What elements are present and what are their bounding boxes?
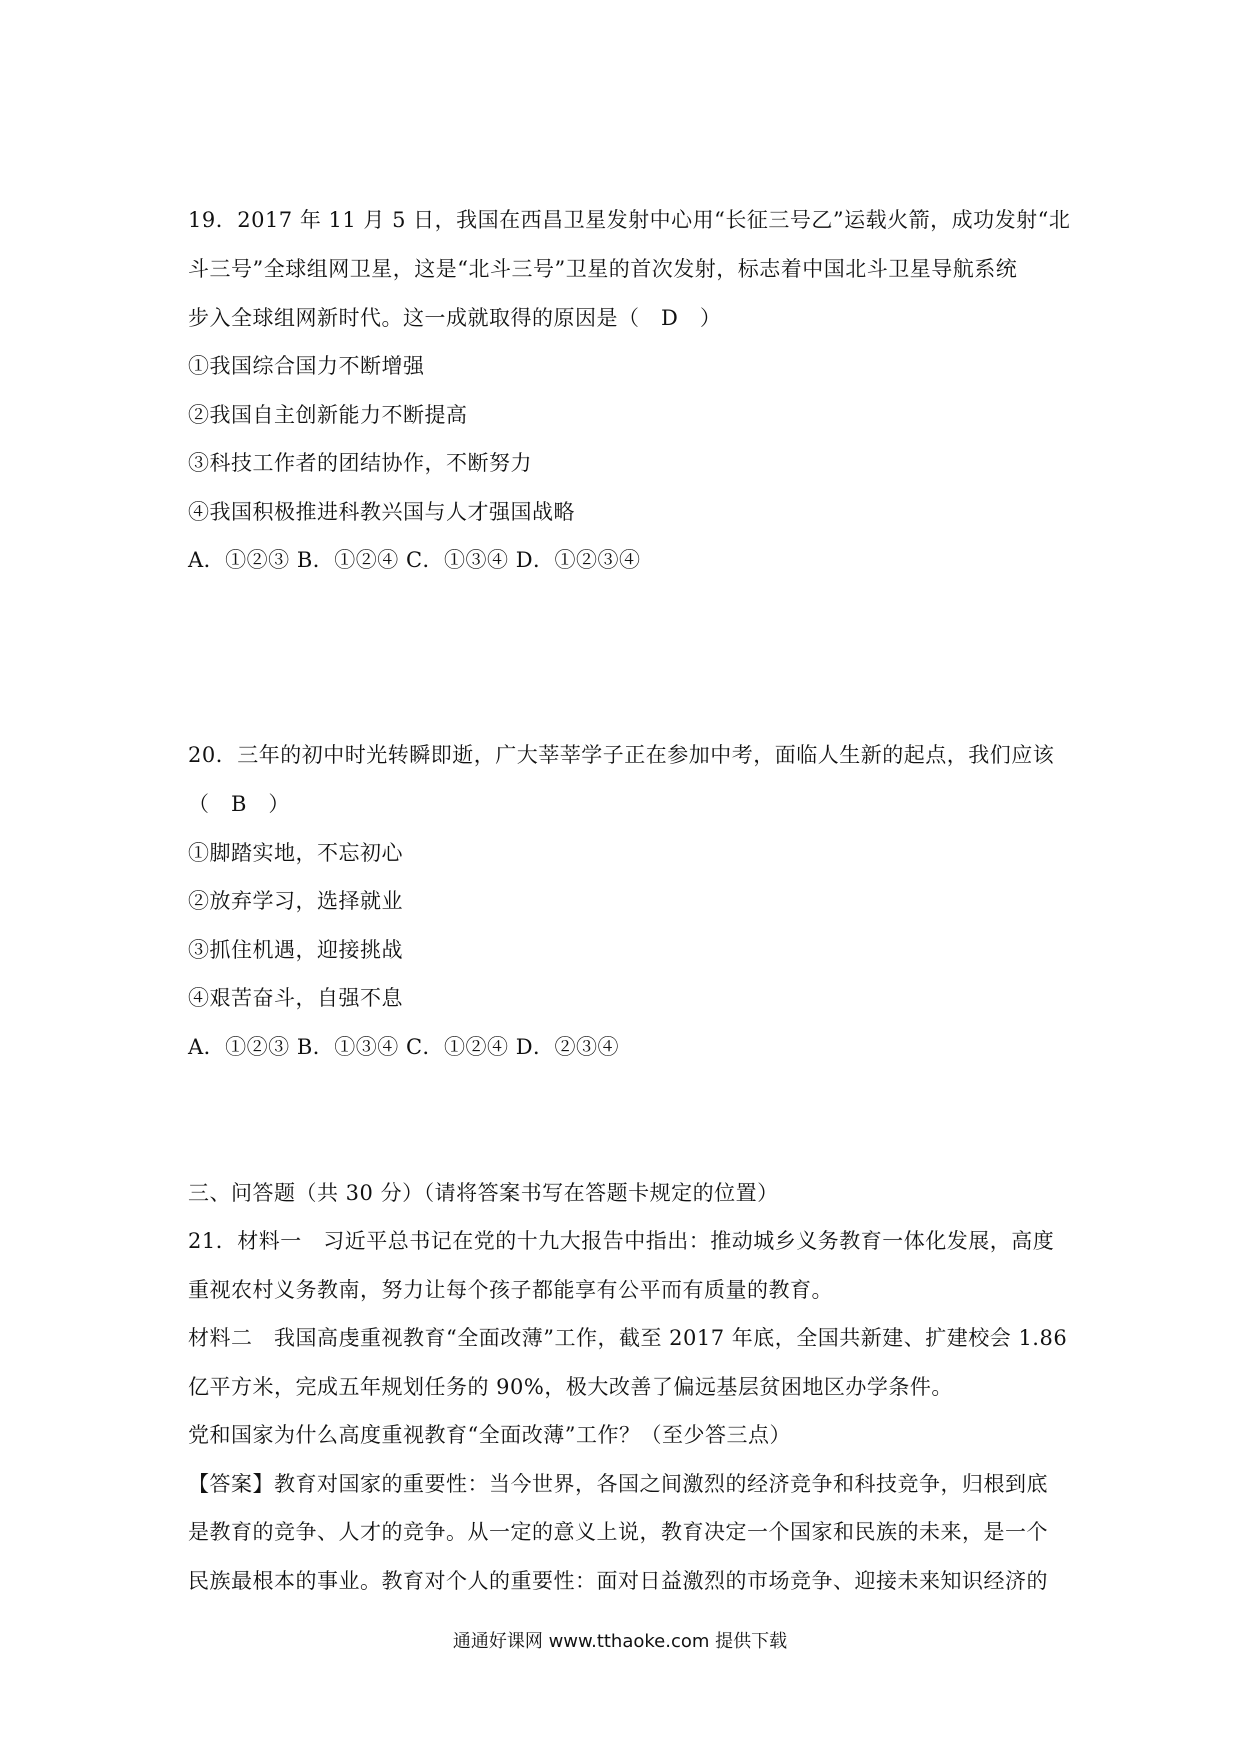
q19-statement-2: ②我国自主创新能力不断提高: [188, 403, 468, 427]
section-three-heading: 三、问答题（共 30 分）（请将答案书写在答题卡规定的位置）: [188, 1181, 779, 1205]
q20-options: A．①②③ B．①③④ C．①②④ D．②③④: [188, 1035, 620, 1059]
q20-statement-3: ③抓住机遇，迎接挑战: [188, 938, 403, 962]
q21-material-one-line-1: 21．材料一 习近平总书记在党的十九大报告中指出：推动城乡义务教育一体化发展，高度: [188, 1229, 1055, 1253]
q20-statement-2: ②放弃学习，选择就业: [188, 889, 403, 913]
q20-statement-1: ①脚踏实地，不忘初心: [188, 841, 403, 865]
q21-material-two-line-2: 亿平方米，完成五年规划任务的 90%，极大改善了偏远基层贫困地区办学条件。: [188, 1375, 953, 1399]
q19-statement-3: ③科技工作者的团结协作，不断努力: [188, 451, 532, 475]
q19-stem-line-2: 斗三号”全球组网卫星，这是“北斗三号”卫星的首次发射，标志着中国北斗卫星导航系统: [188, 257, 1018, 281]
q19-stem-line-1: 19．2017 年 11 月 5 日，我国在西昌卫星发射中心用“长征三号乙”运载火箭，成功发射“北: [188, 208, 1071, 232]
q21-material-one-line-2: 重视农村义务教南，努力让每个孩子都能享有公平而有质量的教育。: [188, 1278, 833, 1302]
q19-statement-1: ①我国综合国力不断增强: [188, 354, 425, 378]
q21-question: 党和国家为什么高度重视教育“全面改薄”工作？（至少答三点）: [188, 1423, 791, 1447]
page-footer: 通通好课网 www.tthaoke.com 提供下载: [452, 1631, 788, 1652]
q20-stem-line-1: 20．三年的初中时光转瞬即逝，广大莘莘学子正在参加中考，面临人生新的起点，我们应该: [188, 743, 1055, 767]
q21-answer-line-2: 是教育的竞争、人才的竞争。从一定的意义上说，教育决定一个国家和民族的未来，是一个: [188, 1520, 1048, 1544]
q19-stem-line-3: 步入全球组网新时代。这一成就取得的原因是（ D ）: [188, 306, 722, 330]
q20-stem-line-2: （ B ）: [188, 792, 290, 816]
q19-statement-4: ④我国积极推进科教兴国与人才强国战略: [188, 500, 575, 524]
q21-answer-line-3: 民族最根本的事业。教育对个人的重要性：面对日益激烈的市场竞争、迎接未来知识经济的: [188, 1569, 1048, 1593]
q21-material-two-line-1: 材料二 我国高虔重视教育“全面改薄”工作，截至 2017 年底，全国共新建、扩建校会 1.86: [188, 1326, 1068, 1350]
q20-statement-4: ④艰苦奋斗，自强不息: [188, 986, 403, 1010]
q21-answer-line-1: 【答案】教育对国家的重要性：当今世界，各国之间激烈的经济竞争和科技竞争，归根到底: [188, 1472, 1048, 1496]
q19-options: A．①②③ B．①②④ C．①③④ D．①②③④: [188, 548, 641, 572]
